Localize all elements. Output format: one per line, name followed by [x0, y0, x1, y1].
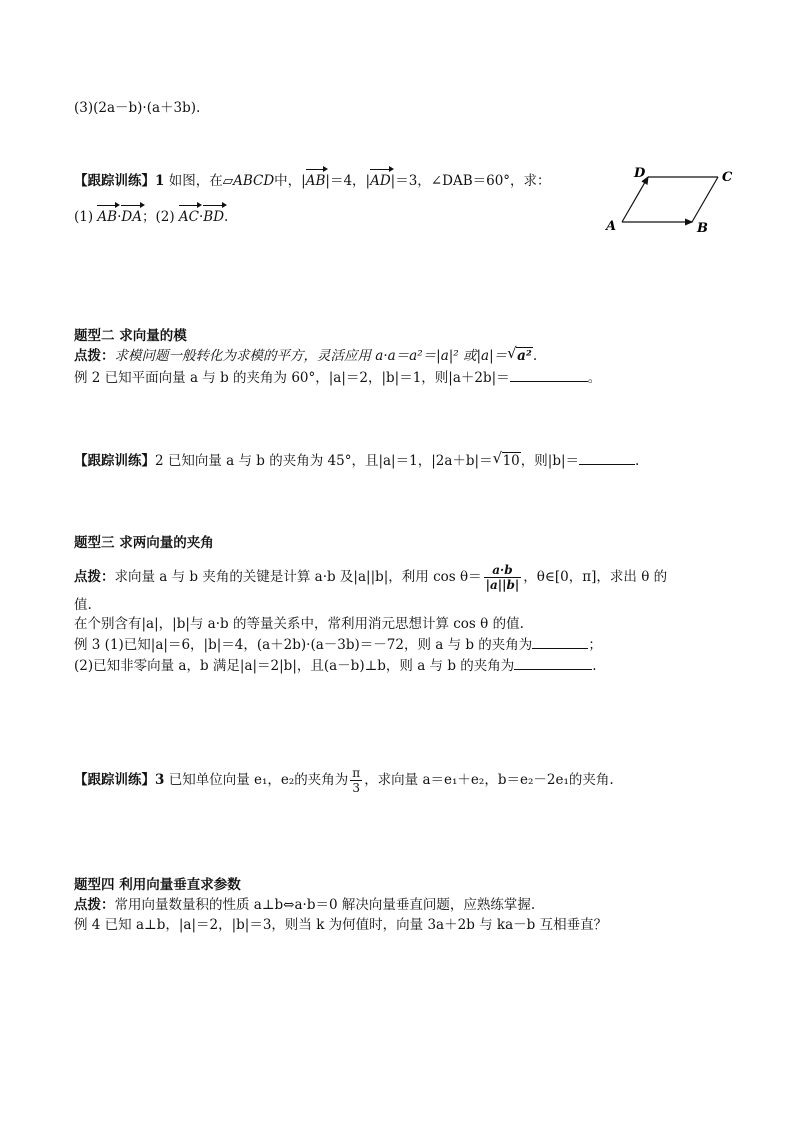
section-3-title: 题型三 求两向量的夹角 — [74, 535, 214, 551]
vertex-d: D — [634, 166, 646, 181]
vertex-b: B — [697, 221, 708, 236]
answer-blank[interactable] — [510, 369, 588, 382]
practice-text: 2 已知向量 a 与 b 的夹角为 45°，且|a|＝1，|2a＋b|＝ — [155, 453, 493, 469]
fraction-numerator: a·b — [484, 563, 522, 578]
vector-da: DA — [121, 209, 142, 225]
practice-number: 3 — [155, 772, 165, 788]
tip-label: 点拨： — [74, 569, 115, 585]
fraction-denominator: 3 — [352, 781, 361, 795]
example-4: 例 4 已知 a⊥b，|a|＝2，|b|＝3，则当 k 为何值时，向量 3a＋2b 与 ka－b 互相垂直？ — [74, 917, 608, 933]
section-3-tip-cont: 值. — [74, 597, 92, 613]
tip-label: 点拨： — [74, 348, 115, 364]
practice-text: 已知单位向量 e₁，e₂的夹角为 — [168, 772, 349, 788]
tip-text: ，θ∈[0，π]，求出 θ 的 — [523, 569, 668, 585]
tip-text: 求模问题一般转化为求模的平方，灵活应用 a·a＝a²＝|a|² 或|a|＝ — [114, 348, 508, 364]
tip-end: . — [532, 348, 538, 364]
practice-bracket: 【跟踪训练】 — [74, 772, 155, 788]
q-text: ；(2) — [141, 209, 179, 225]
vector-ac: AC — [178, 209, 199, 225]
example-end: ； — [588, 637, 602, 653]
practice-end: . — [635, 453, 640, 469]
example-3-1 — [74, 636, 602, 654]
dot: · — [117, 209, 122, 225]
example-end: 。 — [587, 370, 602, 386]
edge-ad — [622, 177, 648, 222]
practice-number: 1 — [155, 173, 165, 189]
practice-text: ，则|b|＝ — [520, 453, 580, 469]
vertex-c: C — [722, 170, 733, 185]
vertex-a: A — [606, 219, 617, 234]
practice-bracket: 【跟踪训练】 — [74, 453, 155, 469]
sqrt-expr: √ a² — [507, 344, 532, 364]
section-2-tip — [74, 344, 538, 365]
section-2-title: 题型二 求向量的模 — [74, 328, 187, 344]
vector-ad: AD — [370, 173, 391, 189]
tip-text: 常用向量数量积的性质 a⊥b⇔a·b＝0 解决向量垂直问题，应熟练掌握. — [114, 897, 536, 913]
dot: · — [198, 209, 204, 225]
parallelogram-label: ▱ABCD — [222, 173, 275, 189]
sqrt-body: a² — [517, 348, 532, 364]
section-3-tip — [74, 563, 667, 592]
practice-text: 如图，在 — [168, 173, 223, 189]
tip-label: 点拨： — [74, 897, 115, 913]
practice-1-line — [74, 172, 551, 190]
practice-text: ，求向量 a＝e₁＋e₂，b＝e₂－2e₁的夹角. — [364, 772, 614, 788]
vector-bd: BD — [203, 209, 225, 225]
practice-2-line — [74, 449, 640, 470]
tip-text: 求向量 a 与 b 夹角的关键是计算 a·b 及|a||b|，利用 cos θ＝ — [114, 569, 482, 585]
answer-blank[interactable] — [579, 452, 635, 465]
practice-text: 中，| — [274, 173, 306, 189]
practice-3-line — [74, 766, 614, 795]
vector-ab: AB — [305, 173, 326, 189]
section-3-note: 在个别含有|a|，|b|与 a·b 的等量关系中，常利用消元思想计算 cos θ 的值. — [74, 616, 524, 632]
practice-text: |＝3，∠DAB＝60°，求： — [390, 173, 551, 189]
practice-1-questions — [74, 208, 228, 226]
practice-text: |＝4，| — [325, 173, 371, 189]
example-text: (2)已知非零向量 a，b 满足|a|＝2|b|，且(a－b)⊥b，则 a 与 b 的夹角为 — [74, 658, 515, 674]
section-4-tip — [74, 896, 535, 914]
parallelogram-figure — [600, 160, 750, 240]
answer-blank[interactable] — [532, 636, 588, 649]
example-text: 例 3 (1)已知|a|＝6，|b|＝4，(a＋2b)·(a－3b)＝－72，则 a 与 b 的夹角为 — [74, 637, 533, 653]
sqrt-body: 10 — [502, 453, 520, 469]
q-text: . — [224, 209, 229, 225]
example-text: 例 2 已知平面向量 a 与 b 的夹角为 60°，|a|＝2，|b|＝1，则|a＋2b|＝ — [74, 370, 510, 386]
edge-bc — [692, 177, 718, 222]
example-2 — [74, 369, 601, 387]
example-end: . — [592, 658, 597, 674]
practice-bracket: 【跟踪训练】 — [74, 173, 155, 189]
fraction-numerator: π — [352, 766, 361, 780]
cos-fraction — [484, 563, 522, 592]
exercise-3-line: (3)(2a－b)·(a＋3b). — [74, 100, 201, 116]
q-text: (1) — [74, 209, 98, 225]
answer-blank[interactable] — [514, 657, 592, 670]
sqrt-expr: √ 10 — [492, 449, 520, 469]
pi-fraction — [350, 766, 362, 795]
section-4-title: 题型四 利用向量垂直求参数 — [74, 877, 241, 893]
example-3-2 — [74, 657, 597, 675]
vector-ab: AB — [97, 209, 118, 225]
fraction-denominator: |a||b| — [485, 578, 520, 592]
